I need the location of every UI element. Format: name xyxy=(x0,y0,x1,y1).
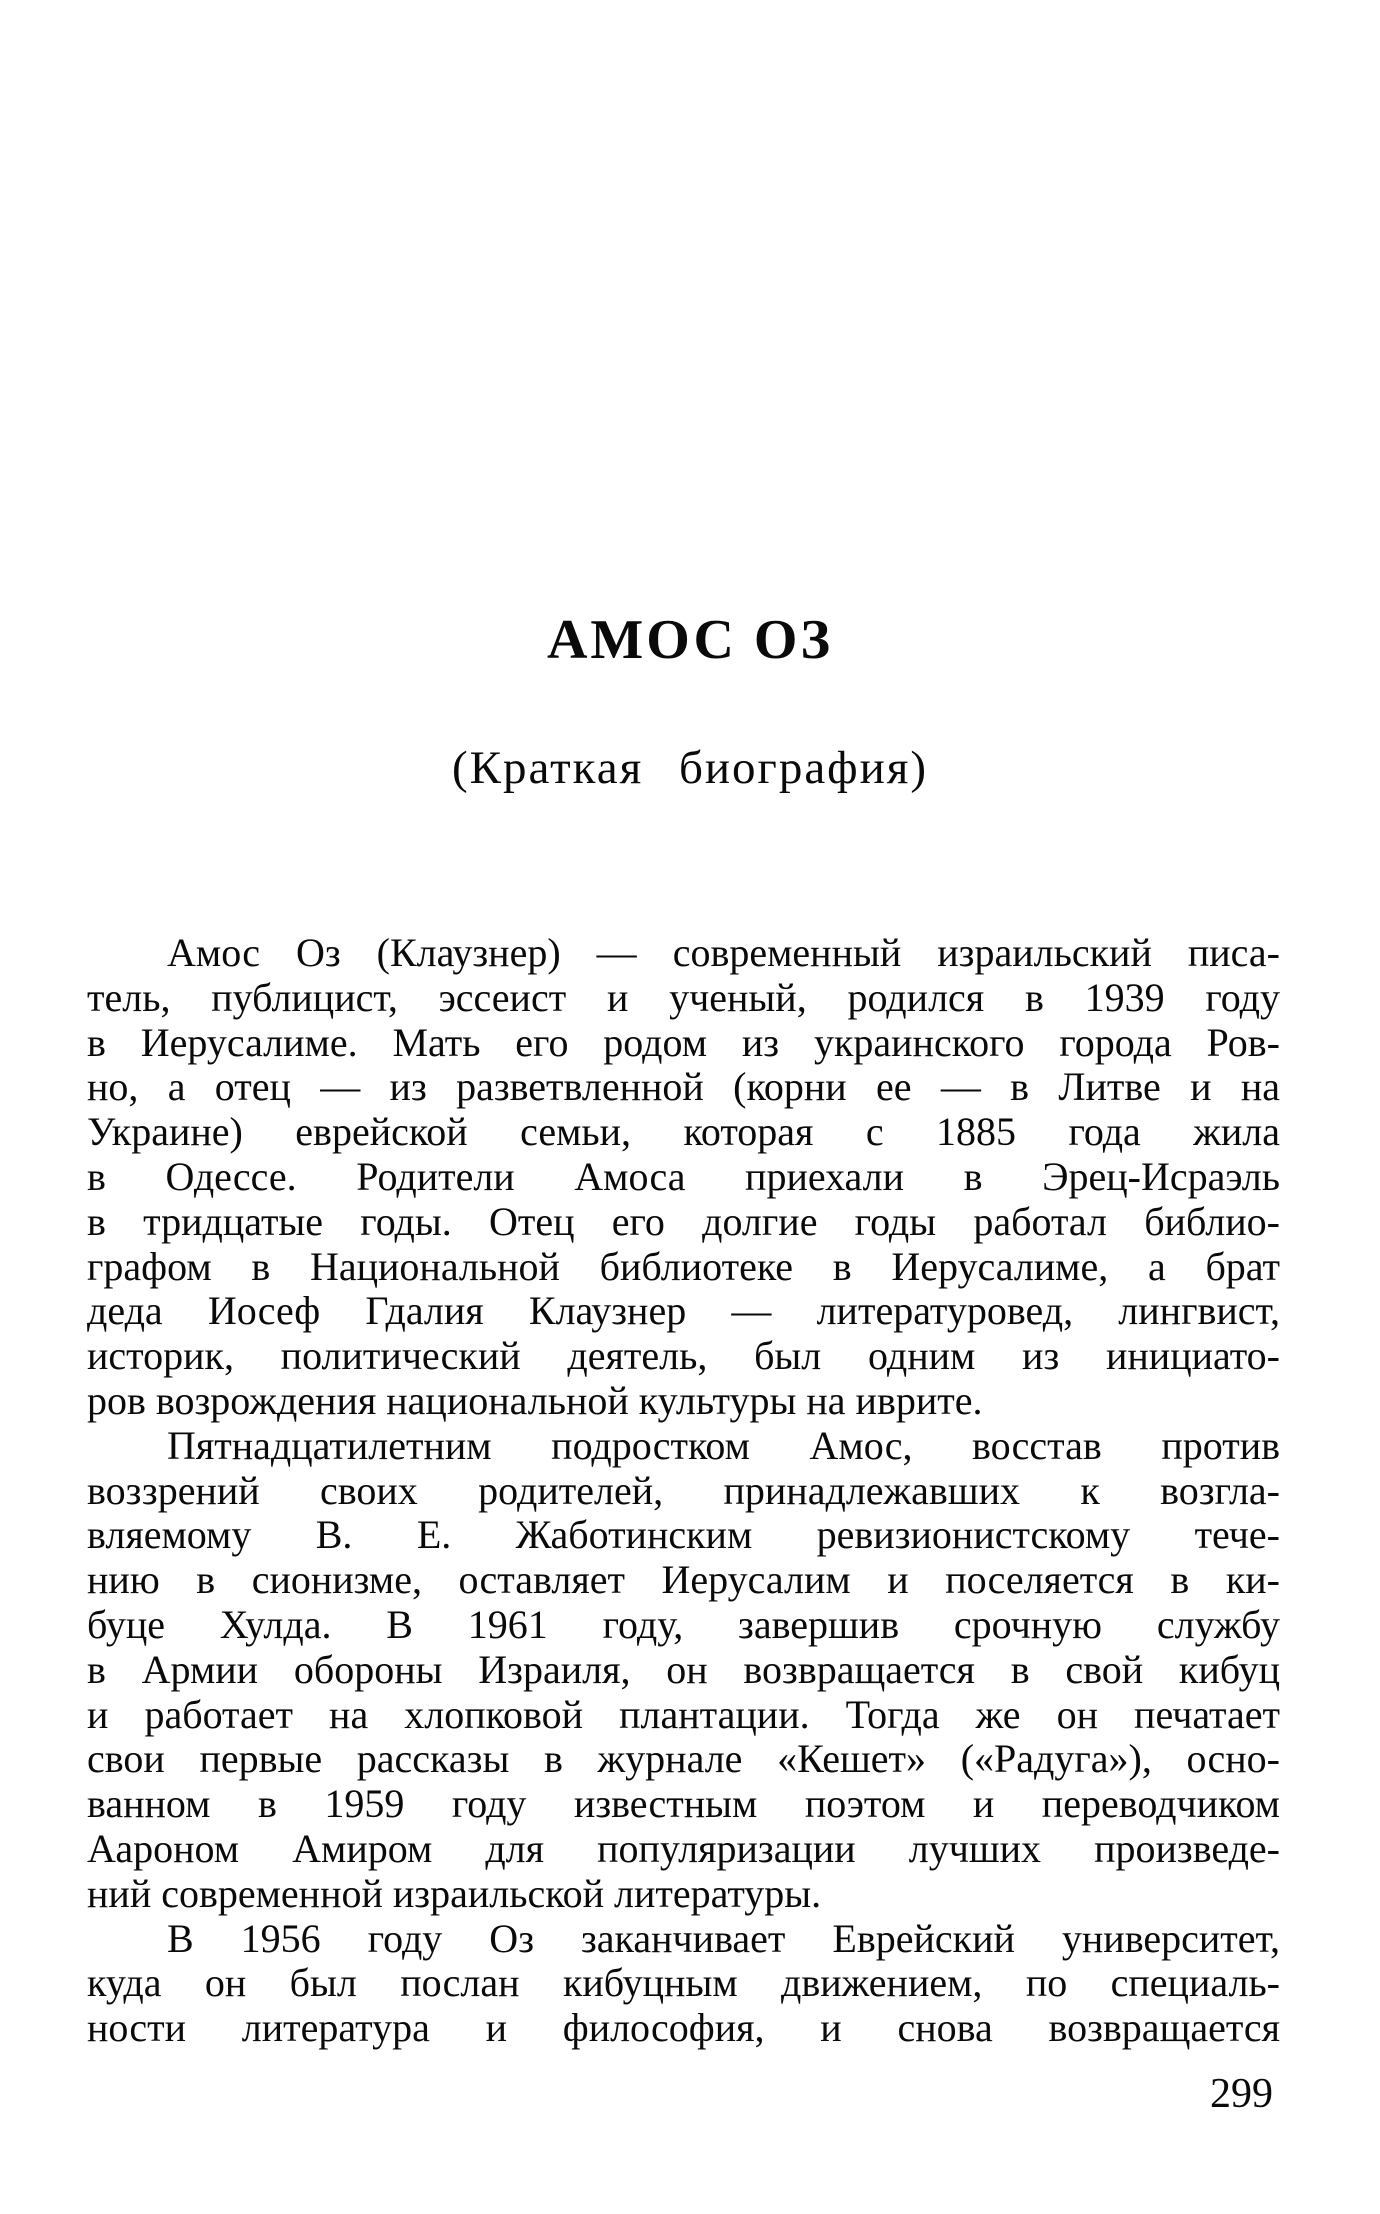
body-line: куда он был послан кибуцным движением, по специаль- xyxy=(87,1960,1280,2006)
body-line: деда Иосеф Гдалия Клаузнер — литературовед, лингвист, xyxy=(87,1288,1280,1334)
body-line: вляемому В. Е. Жаботинским ревизионистскому тече- xyxy=(87,1512,1280,1558)
body-line: Аароном Амиром для популяризации лучших произведе- xyxy=(87,1825,1280,1871)
body-line: историк, политический деятель, был одним из инициато- xyxy=(87,1333,1280,1379)
body-line: В 1956 году Оз заканчивает Еврейский университет, xyxy=(167,1915,1280,1961)
body-line: в Одессе. Родители Амоса приехали в Эрец-Исраэль xyxy=(87,1153,1280,1199)
page-number: 299 xyxy=(1210,2071,1273,2117)
body-line: но, а отец — из разветвленной (корни ее — в Литве и на xyxy=(87,1064,1280,1110)
body-line: в тридцатые годы. Отец его долгие годы работал библио- xyxy=(87,1198,1280,1244)
body-line: Пятнадцатилетним подростком Амос, восстав против xyxy=(167,1422,1280,1468)
body-line: нию в сионизме, оставляет Иерусалим и поселяется в ки- xyxy=(87,1557,1280,1603)
body-line: ний современной израильской литературы. xyxy=(87,1870,822,1916)
body-line: Амос Оз (Клаузнер) — современный израильский писа- xyxy=(167,930,1280,975)
body-line: воззрений своих родителей, принадлежавших к возгла- xyxy=(87,1467,1280,1513)
body-line: свои первые рассказы в журнале «Кешет» («Радуга»), осно- xyxy=(87,1736,1280,1782)
body-line: ванном в 1959 году известным поэтом и переводчиком xyxy=(87,1781,1280,1827)
body-line: в Иерусалиме. Мать его родом из украинского города Ров- xyxy=(87,1019,1280,1065)
body-line: и работает на хлопковой плантации. Тогда же он печатает xyxy=(87,1691,1280,1737)
body-line: ности литература и философия, и снова возвращается xyxy=(87,2005,1280,2051)
body-line: в Армии обороны Израиля, он возвращается в свой кибуц xyxy=(87,1646,1280,1692)
body-line: ров возрождения национальной культуры на иврите. xyxy=(87,1377,983,1423)
chapter-title: АМОС ОЗ xyxy=(546,609,834,671)
body-line: графом в Национальной библиотеке в Иерусалиме, а брат xyxy=(87,1243,1280,1289)
body-line: буце Хулда. В 1961 году, завершив срочную службу xyxy=(87,1601,1280,1647)
body-line: тель, публицист, эссеист и ученый, родился в 1939 году xyxy=(87,974,1280,1020)
chapter-subtitle: (Краткая биография) xyxy=(451,742,929,794)
body-line: Украине) еврейской семьи, которая с 1885 года жила xyxy=(87,1109,1280,1155)
body-text xyxy=(87,931,1280,2051)
